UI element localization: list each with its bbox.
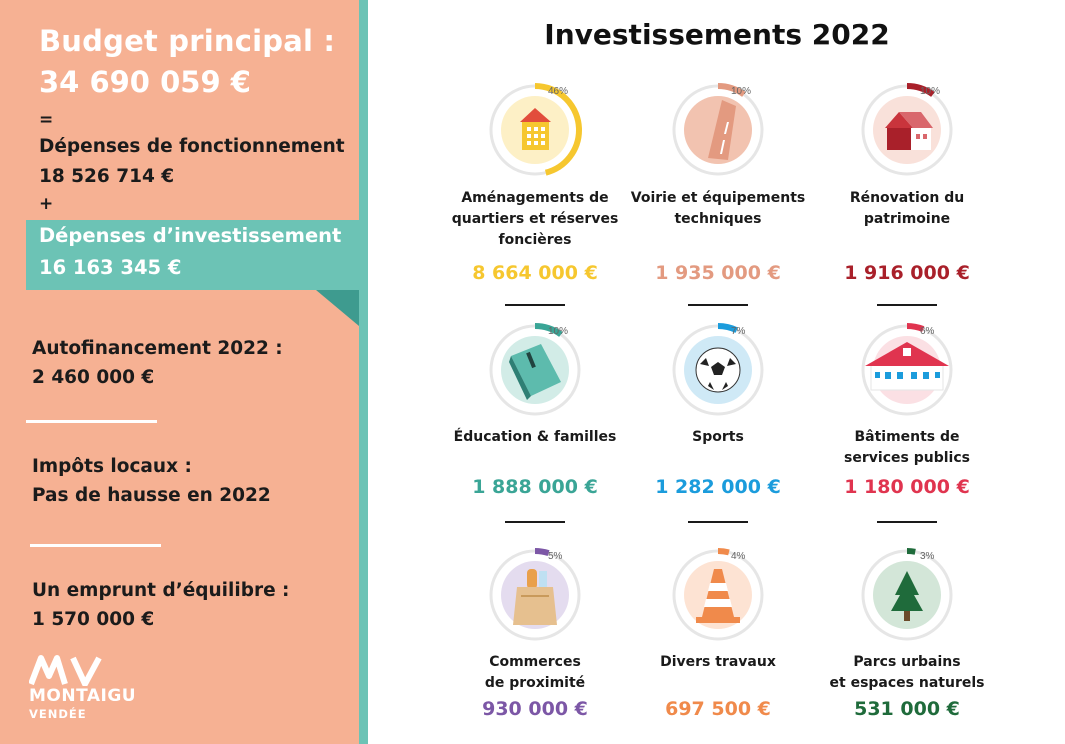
category-percent: 10% [731, 86, 752, 97]
separator-line [688, 304, 748, 306]
traffic-cone-icon [670, 547, 766, 643]
logo-name: MONTAIGU [29, 686, 137, 706]
category-percent: 4% [731, 551, 746, 562]
ribbon-fold [316, 290, 359, 326]
equal-sign: = [39, 110, 54, 130]
separator-line [877, 521, 937, 523]
operating-expenses-value: 18 526 714 € [39, 166, 175, 187]
budget-total: 34 690 059 € [39, 65, 251, 99]
category-amount: 1 916 000 € [844, 262, 970, 284]
left-summary-panel [0, 0, 359, 744]
category-label: Sports [692, 429, 744, 445]
logo-subtitle: VENDÉE [29, 707, 87, 721]
mv-logo-icon [29, 654, 109, 686]
operating-expenses-label: Dépenses de fonctionnement [39, 136, 345, 157]
category-amount: 1 888 000 € [472, 476, 598, 498]
category-label: Rénovation du patrimoine [849, 190, 965, 227]
category-label: Commerces de proximité [484, 654, 586, 691]
book-icon [487, 322, 583, 418]
category-amount: 930 000 € [482, 698, 588, 720]
teal-stripe [359, 0, 368, 744]
public-building-icon [859, 322, 955, 418]
road-icon [670, 82, 766, 178]
local-taxes-value: Pas de hausse en 2022 [32, 485, 271, 506]
category-percent: 7% [731, 326, 746, 337]
category-label: Parcs urbains et espaces naturels [829, 654, 985, 691]
investment-expenses-box [26, 220, 359, 290]
separator-line [688, 521, 748, 523]
investment-expenses-value: 16 163 345 € [39, 256, 182, 279]
category-label: Éducation & familles [453, 429, 617, 445]
loan-value: 1 570 000 € [32, 609, 155, 630]
category-percent: 46% [548, 86, 569, 97]
category-label: Aménagements de quartiers et réserves foncières [451, 190, 619, 248]
separator-line [877, 304, 937, 306]
self-financing-label: Autofinancement 2022 : [32, 338, 283, 359]
building-icon [487, 82, 583, 178]
divider [30, 544, 161, 547]
category-percent: 6% [920, 326, 935, 337]
local-taxes-label: Impôts locaux : [32, 456, 192, 477]
category-amount: 1 935 000 € [655, 262, 781, 284]
category-label: Voirie et équipements techniques [630, 190, 806, 227]
separator-line [505, 304, 565, 306]
divider [26, 420, 157, 423]
separator-line [505, 521, 565, 523]
category-percent: 5% [548, 551, 563, 562]
category-percent: 10% [548, 326, 569, 337]
category-amount: 1 180 000 € [844, 476, 970, 498]
plus-sign: + [39, 194, 54, 214]
soccer-ball-icon [670, 322, 766, 418]
category-amount: 531 000 € [854, 698, 960, 720]
category-amount: 8 664 000 € [472, 262, 598, 284]
budget-title: Budget principal : [39, 24, 336, 58]
self-financing-value: 2 460 000 € [32, 367, 155, 388]
category-percent: 3% [920, 551, 935, 562]
montaigu-logo [29, 654, 159, 726]
category-percent: 10% [920, 86, 941, 97]
loan-label: Un emprunt d’équilibre : [32, 580, 290, 601]
house-icon [859, 82, 955, 178]
category-label: Bâtiments de services publics [844, 429, 970, 466]
category-amount: 1 282 000 € [655, 476, 781, 498]
investment-expenses-label: Dépenses d’investissement [39, 224, 342, 247]
tree-icon [859, 547, 955, 643]
category-label: Divers travaux [660, 654, 776, 670]
grocery-bag-icon [487, 547, 583, 643]
category-amount: 697 500 € [665, 698, 771, 720]
page-title: Investissements 2022 [544, 18, 890, 51]
